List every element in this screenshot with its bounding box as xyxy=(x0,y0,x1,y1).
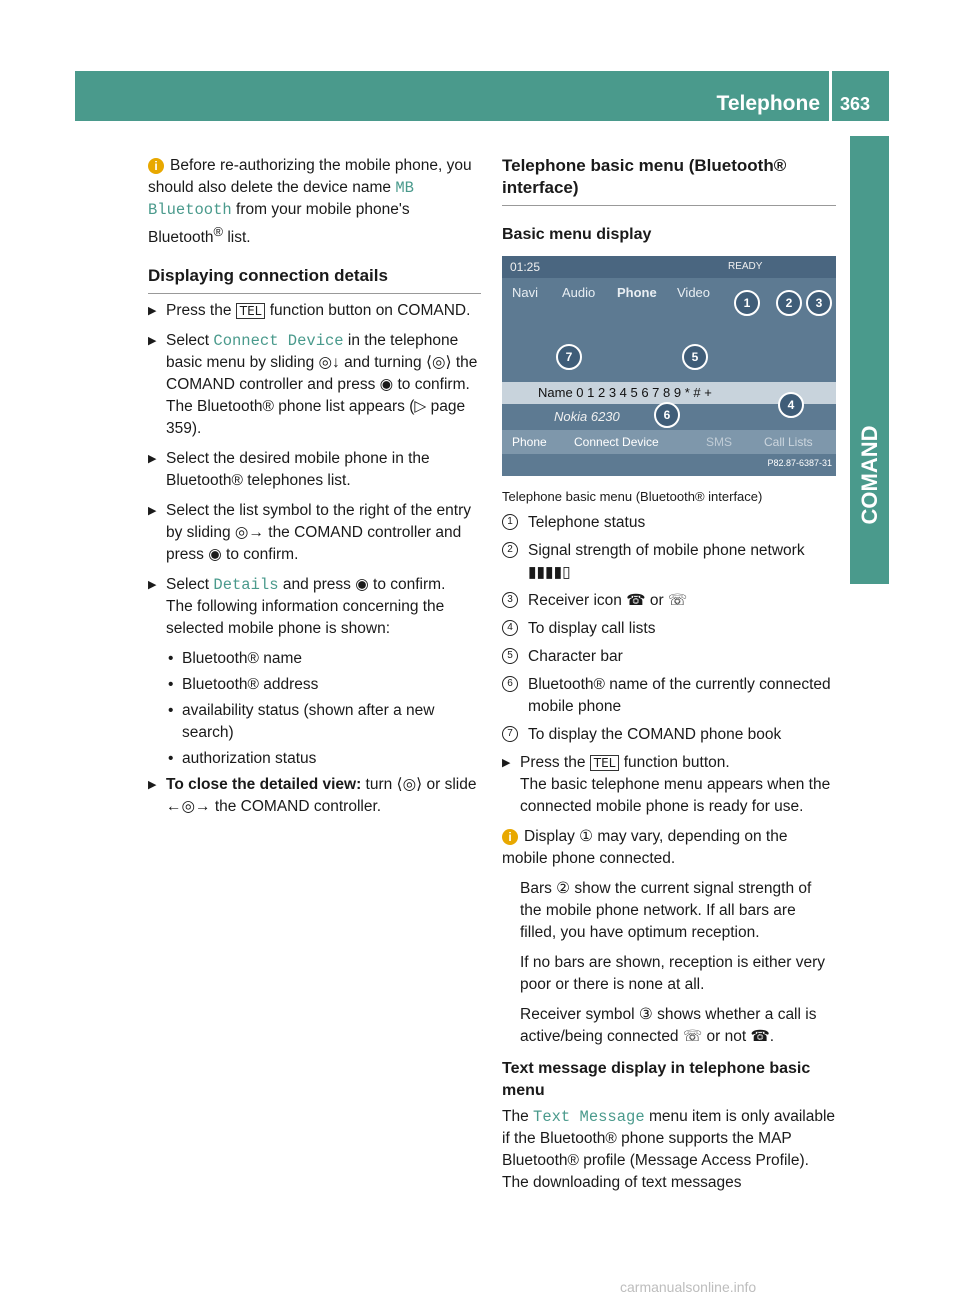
step-result: The Bluetooth® phone list appears (▷ page 359). xyxy=(166,398,466,438)
callout-2: 2 xyxy=(776,290,802,316)
tel-key: TEL xyxy=(236,303,266,319)
text-message-paragraph xyxy=(502,1106,836,1194)
legend-text: Telephone status xyxy=(528,514,646,531)
legend-number: 6 xyxy=(502,676,518,692)
info-mono: MB Bluetooth xyxy=(148,179,414,219)
step-arrow-icon: ▶ xyxy=(148,335,157,348)
step-3 xyxy=(148,448,481,492)
callout-6: 6 xyxy=(654,402,680,428)
legend-text: Bluetooth® name of the currently connected mobile phone xyxy=(528,676,831,715)
step-text: Press the xyxy=(520,754,590,771)
step-arrow-icon: ▶ xyxy=(502,757,511,769)
legend-item xyxy=(502,724,836,746)
page-number: 363 xyxy=(840,94,871,114)
step-result: The following information concerning the selected mobile phone is shown: xyxy=(166,598,445,638)
step-arrow-icon: ▶ xyxy=(148,779,157,792)
menu-item-text-message: Text Message xyxy=(533,1108,645,1126)
legend-text: Signal strength of mobile phone network ▮▮▮▮▯ xyxy=(528,542,805,581)
step-5 xyxy=(148,574,481,640)
callout-5: 5 xyxy=(682,344,708,370)
menu-item-details: Details xyxy=(213,576,279,595)
step-result: The basic telephone menu appears when the connected mobile phone is ready for use. xyxy=(520,776,831,815)
legend-number: 4 xyxy=(502,620,518,636)
nav-item: Navi xyxy=(512,285,539,300)
screen-bottom-menu xyxy=(502,430,836,454)
list-item: • authorization status xyxy=(148,748,481,770)
image-reference: P82.87-6387-31 xyxy=(767,458,832,468)
menu-item-connect-device: Connect Device xyxy=(213,332,344,351)
info-text: Display ① may vary, depending on the mobile phone connected. xyxy=(502,828,788,867)
nav-item: Phone xyxy=(617,285,657,300)
section-heading-right: Telephone basic menu (Bluetooth® interface) xyxy=(502,155,836,206)
info-paragraph: If no bars are shown, reception is either very poor or there is none at all. xyxy=(520,954,825,993)
step-text: turn ⟨◎⟩ or slide ←◎→ the COMAND controller. xyxy=(166,776,477,816)
legend-number: 3 xyxy=(502,592,518,608)
info-note xyxy=(148,155,481,249)
legend-number: 7 xyxy=(502,726,518,742)
step-1 xyxy=(148,300,481,322)
bottom-item: Phone xyxy=(512,435,547,449)
image-caption: Telephone basic menu (Bluetooth® interface) xyxy=(502,489,763,504)
para-text: menu item is only available if the Bluetooth® phone supports the MAP Bluetooth® profile (Message Access Profile). The downloading of text messages xyxy=(502,1108,836,1191)
legend-number: 2 xyxy=(502,542,518,558)
screen-ready: READY xyxy=(728,261,763,272)
left-column xyxy=(148,155,481,826)
step-text: Select xyxy=(166,332,214,350)
info-text-3: list. xyxy=(223,229,251,247)
callout-1: 1 xyxy=(734,290,760,316)
legend-text: To display call lists xyxy=(528,620,656,637)
nav-item: Video xyxy=(677,285,711,300)
comand-screen-image xyxy=(502,256,836,476)
step-text: function button on COMAND. xyxy=(265,302,471,320)
step-press-tel xyxy=(502,752,836,818)
screen-status-bar xyxy=(502,256,836,278)
bottom-item: SMS xyxy=(706,435,733,449)
step-text: Select xyxy=(166,576,214,594)
registered-mark: ® xyxy=(213,224,224,239)
step-text: Press the xyxy=(166,302,236,320)
legend-number: 5 xyxy=(502,648,518,664)
step-text: Select the desired mobile phone in the Bluetooth® telephones list. xyxy=(166,450,430,490)
callout-4: 4 xyxy=(778,392,804,418)
legend-item xyxy=(502,590,836,612)
legend-item xyxy=(502,674,836,718)
info-paragraph: Receiver symbol ③ shows whether a call is active/being connected ☏ or not ☎. xyxy=(520,1006,817,1045)
screen-time: 01:25 xyxy=(510,260,541,274)
legend-text: Character bar xyxy=(528,648,623,665)
subheading-text-message: Text message display in telephone basic menu xyxy=(502,1060,811,1099)
step-text: and press ◉ to confirm. xyxy=(278,576,446,594)
section-heading: Displaying connection details xyxy=(148,265,481,294)
legend-item xyxy=(502,512,836,534)
info-icon: i xyxy=(502,829,518,845)
list-item: • availability status (shown after a new search) xyxy=(148,700,481,744)
info-text-2: from your mobile phone's Bluetooth xyxy=(148,201,410,247)
right-column xyxy=(502,155,836,1202)
step-text: function button. xyxy=(619,754,730,771)
step-close xyxy=(148,774,481,818)
header-separator xyxy=(829,71,832,121)
info-icon: i xyxy=(148,158,164,174)
para-text: The xyxy=(502,1108,534,1125)
info-note-right xyxy=(502,826,836,870)
tel-key: TEL xyxy=(590,755,620,771)
legend-text: To display the COMAND phone book xyxy=(528,726,782,743)
legend-item xyxy=(502,646,836,668)
step-2 xyxy=(148,330,481,440)
legend-item xyxy=(502,618,836,640)
step-4 xyxy=(148,500,481,566)
subheading: Basic menu display xyxy=(502,226,652,243)
nav-item: Audio xyxy=(562,285,596,300)
page-title: Telephone xyxy=(716,92,820,115)
step-text: in the telephone basic menu by sliding ◎↓ and turning ⟨◎⟩ the COMAND controller and press ◉ to confirm. xyxy=(166,332,478,394)
bottom-item: Call Lists xyxy=(764,435,813,449)
info-paragraph: Bars ② show the current signal strength of the mobile phone network. If all bars are filled, you have optimum reception. xyxy=(520,880,812,941)
legend-item xyxy=(502,540,836,584)
character-bar-text: Name 0 1 2 3 4 5 6 7 8 9 * # + xyxy=(538,385,712,400)
list-item: • Bluetooth® name xyxy=(148,648,481,670)
bottom-item: Connect Device xyxy=(574,435,659,449)
side-tab-label: COMAND xyxy=(856,425,882,525)
info-text-1: Before re-authorizing the mobile phone, you should also delete the device name xyxy=(148,157,472,196)
list-item: • Bluetooth® address xyxy=(148,674,481,696)
step-arrow-icon: ▶ xyxy=(148,505,157,518)
callout-3: 3 xyxy=(806,290,832,316)
callout-7: 7 xyxy=(556,344,582,370)
step-arrow-icon: ▶ xyxy=(148,453,157,466)
step-text: Select the list symbol to the right of the entry by sliding ◎→ the COMAND controller and press ◉ to confirm. xyxy=(166,502,471,564)
legend-number: 1 xyxy=(502,514,518,530)
side-tab-label-box xyxy=(850,380,889,570)
watermark: carmanualsonline.info xyxy=(620,1279,757,1295)
device-name: Nokia 6230 xyxy=(554,409,620,424)
step-arrow-icon: ▶ xyxy=(148,579,157,592)
close-label: To close the detailed view: xyxy=(166,776,362,794)
step-arrow-icon: ▶ xyxy=(148,305,157,318)
legend-text: Receiver icon ☎ or ☏ xyxy=(528,592,688,609)
